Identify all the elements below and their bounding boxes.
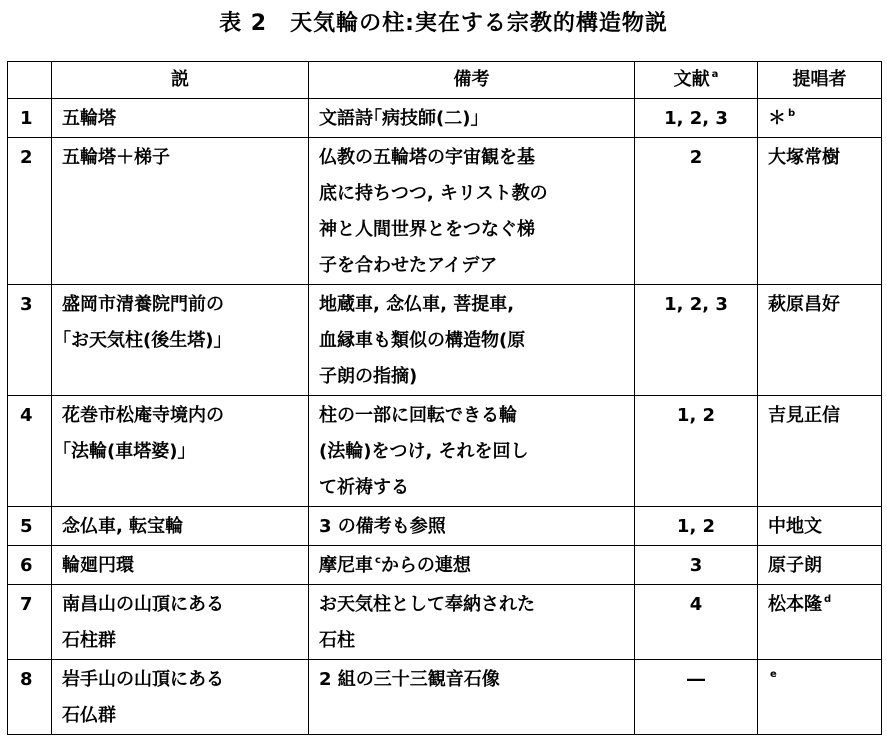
note-text: 摩尼車 xyxy=(319,555,373,576)
proponent-name: ＊ xyxy=(768,108,786,129)
theory-cell: 盛岡市清養院門前の ｢お天気柱(後生塔)｣ xyxy=(52,285,309,396)
header-theory: 説 xyxy=(52,62,309,99)
theory-cell: 花巻市松庵寺境内の ｢法輪(車塔婆)｣ xyxy=(52,396,309,507)
table-row xyxy=(8,546,882,585)
header-proponent: 提唱者 xyxy=(758,62,882,99)
header-refs-footnote-mark: a xyxy=(711,69,719,80)
theory-cell: 念仏車, 転宝輪 xyxy=(52,507,309,546)
refs-cell: 1, 2, 3 xyxy=(635,99,758,138)
note-cell xyxy=(309,546,635,585)
theory-cell: 五輪塔＋梯子 xyxy=(52,138,309,285)
table-title: 表 2 天気輪の柱:実在する宗教的構造物説 xyxy=(219,11,668,36)
theories-table xyxy=(7,61,882,735)
note-cell: 2 組の三十三観音石像 xyxy=(309,660,635,735)
refs-cell: 1, 2 xyxy=(635,507,758,546)
proponent-name: 萩原昌好 xyxy=(768,294,840,315)
row-number: 6 xyxy=(8,546,52,585)
proponent-name: 原子朗 xyxy=(768,555,822,576)
proponent-cell xyxy=(758,585,882,660)
table-row xyxy=(8,585,882,660)
table-row xyxy=(8,507,882,546)
proponent-footnote-mark: e xyxy=(770,669,777,680)
row-number: 5 xyxy=(8,507,52,546)
header-refs xyxy=(635,62,758,99)
proponent-cell xyxy=(758,99,882,138)
refs-cell: 2 xyxy=(635,138,758,285)
proponent-cell xyxy=(758,507,882,546)
refs-cell: 1, 2 xyxy=(635,396,758,507)
row-number: 1 xyxy=(8,99,52,138)
theory-cell: 五輪塔 xyxy=(52,99,309,138)
row-number: 7 xyxy=(8,585,52,660)
refs-cell: 4 xyxy=(635,585,758,660)
table-row xyxy=(8,660,882,735)
header-row xyxy=(8,62,882,99)
table-row xyxy=(8,285,882,396)
note-text-suffix: からの連想 xyxy=(380,555,471,576)
refs-cell: ― xyxy=(635,660,758,735)
proponent-name: 大塚常樹 xyxy=(768,147,840,168)
refs-cell: 1, 2, 3 xyxy=(635,285,758,396)
theory-cell: 南昌山の山頂にある 石柱群 xyxy=(52,585,309,660)
theory-cell: 輪廻円環 xyxy=(52,546,309,585)
header-num xyxy=(8,62,52,99)
proponent-name: 松本隆 xyxy=(768,594,822,615)
note-cell: 柱の一部に回転できる輪 (法輪)をつけ, それを回し て祈祷する xyxy=(309,396,635,507)
note-footnote-mark: c xyxy=(375,555,381,566)
theory-cell: 岩手山の山頂にある 石仏群 xyxy=(52,660,309,735)
header-refs-label: 文献 xyxy=(673,69,710,90)
proponent-cell xyxy=(758,546,882,585)
row-number: 2 xyxy=(8,138,52,285)
row-number: 3 xyxy=(8,285,52,396)
table-row xyxy=(8,99,882,138)
note-cell: お天気柱として奉納された 石柱 xyxy=(309,585,635,660)
note-cell: 3 の備考も参照 xyxy=(309,507,635,546)
row-number: 8 xyxy=(8,660,52,735)
proponent-name: 吉見正信 xyxy=(768,405,840,426)
row-number: 4 xyxy=(8,396,52,507)
proponent-cell xyxy=(758,396,882,507)
proponent-cell xyxy=(758,138,882,285)
table-row xyxy=(8,138,882,285)
proponent-cell xyxy=(758,660,882,735)
proponent-footnote-mark: b xyxy=(788,108,796,119)
note-cell: 文語詩｢病技師(二)｣ xyxy=(309,99,635,138)
proponent-name: 中地文 xyxy=(768,516,822,537)
proponent-cell xyxy=(758,285,882,396)
note-cell: 仏教の五輪塔の宇宙観を基 底に持ちつつ, キリスト教の 神と人間世界とをつなぐ梯 子を合わせたアイデア xyxy=(309,138,635,285)
table-row xyxy=(8,396,882,507)
header-note: 備考 xyxy=(309,62,635,99)
proponent-footnote-mark: d xyxy=(824,594,832,605)
refs-cell: 3 xyxy=(635,546,758,585)
note-cell: 地蔵車, 念仏車, 菩提車, 血縁車も類似の構造物(原 子朗の指摘) xyxy=(309,285,635,396)
